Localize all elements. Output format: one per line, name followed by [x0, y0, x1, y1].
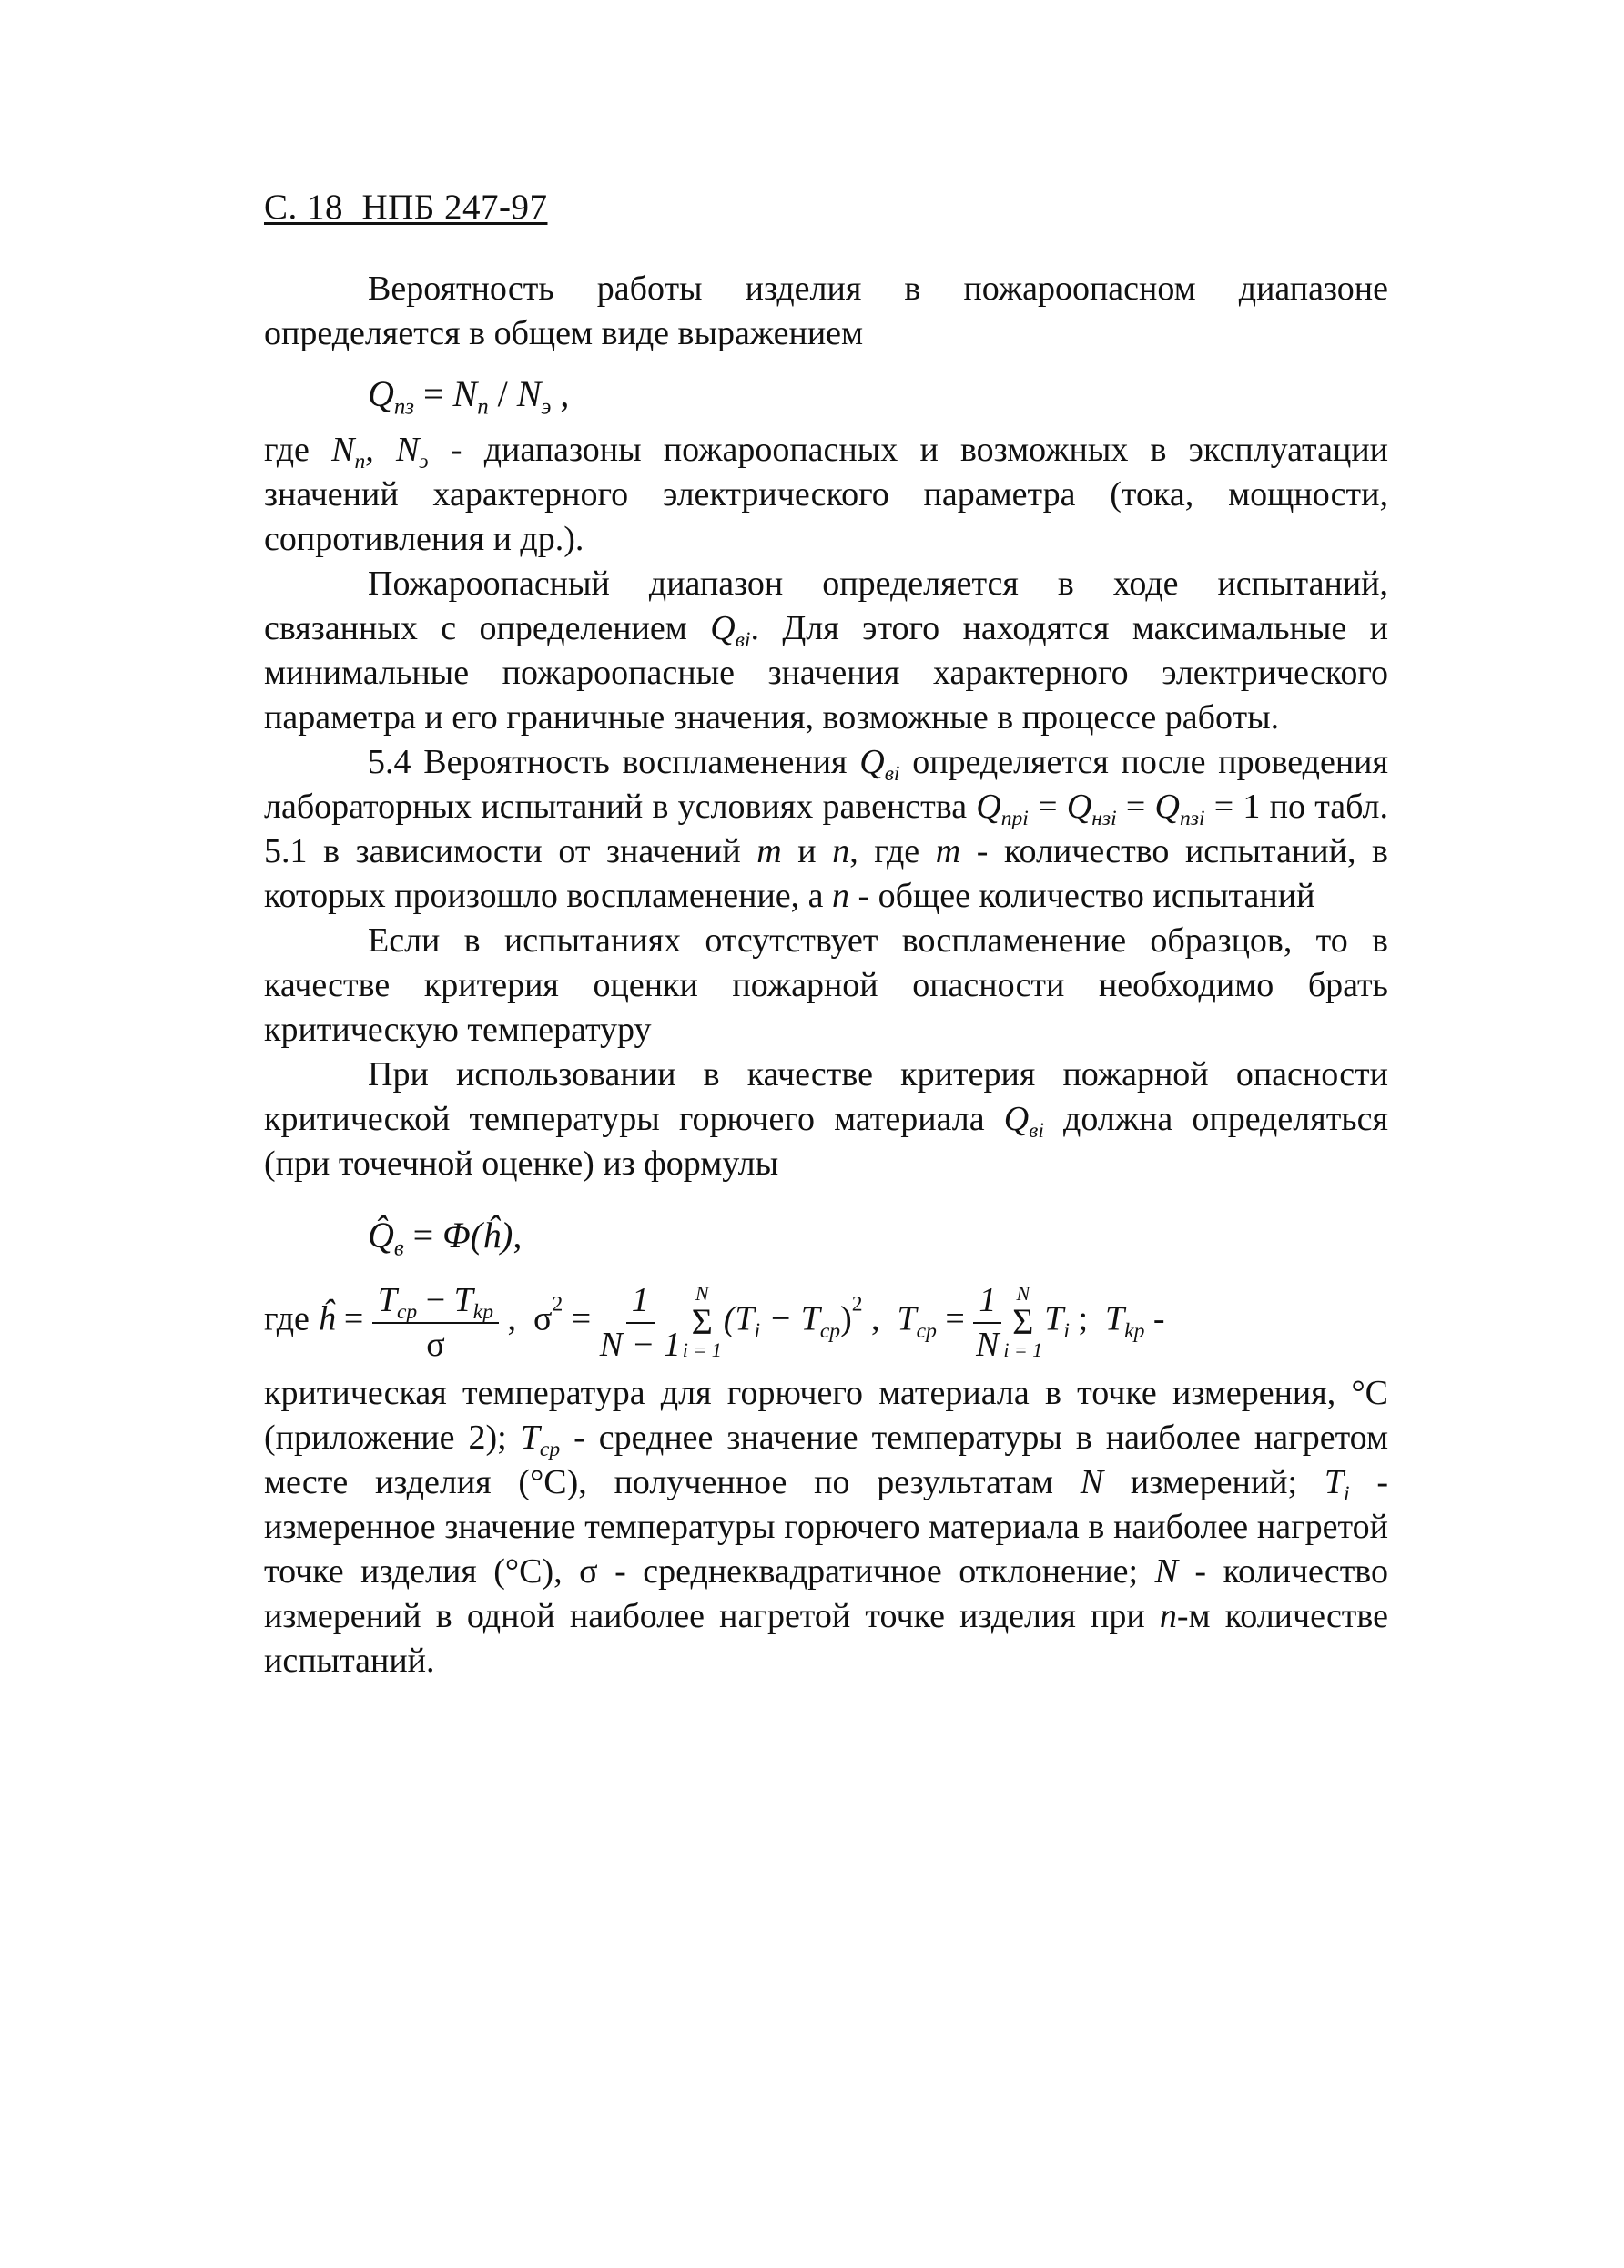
paragraph-5-4: 5.4 Вероятность воспламенения $Q_{вi}$ определяется после проведения лабораторных испытаний в условиях равенства $Q_{прi} = Q_{нзi} = Q_{пзi} = 1$ по табл. 5.1 в зависимости от значений m и n, где m - количество испытаний, в которых произошло воспламенение, а n - общее количество испытаний — [264, 743, 1388, 915]
paragraph-fire-range: Пожароопасный диапазон определяется в ходе испытаний, связанных с определением $Q_{вi}$. Для этого находятся максимальные и минимальные пожароопасные значения характерного электрического параметра и его граничные значения, возможные в процессе работы. — [264, 564, 1388, 737]
fraction-tcp: $\frac{1}{N}$ — [973, 1280, 1001, 1364]
formula-q-hat: $Q̂_в$ = Φ(ĥ), — [368, 1215, 523, 1261]
paragraph-no-ignition: Если в испытаниях отсутствует воспламенение образцов, то в качестве критерия оценки пожарной опасности необходимо брать критическую температуру — [264, 921, 1388, 1049]
page — [264, 187, 1388, 1683]
paragraph-criterion: При использовании в качестве критерия пожарной опасности критической температуры горючего материала $Q_{вi}$ должна определяться (при точечной оценке) из формулы — [264, 1055, 1388, 1183]
formula-q-pz: $Q_{пз} = N_п / N_э$ , — [368, 373, 570, 420]
formula-definitions: где ĥ = $\frac{T_{ср} - T_{kр}}{\sigma}$ , $\sigma^2$ = $\frac{1}{N - 1}$ N Σ i = 1 $(T_i - T_{ср})^2$ , $T_{ср}$ = $\frac{1}{N}$ N Σ i = 1 $T_i$ ; $T_{kр}$ - — [264, 1281, 1165, 1364]
sum-tcp: N Σ i = 1 — [1003, 1282, 1043, 1361]
paragraph-ranges: где $N_п$, $N_э$ - диапазоны пожароопасных и возможных в эксплуатации значений характерного электрического параметра (тока, мощности, сопротивления и др.). — [264, 431, 1389, 558]
paragraph-definitions: критическая температура для горючего материала в точке измерения, °С (приложение 2); $T_{ср}$ - среднее значение температуры в наиболее нагретом месте изделия (°С), полученное по результатам N измерений; $T_i$ - измеренное значение температуры горючего материала в наиболее нагретой точке изделия (°С), σ - среднеквадратичное отклонение; N - количество измерений в одной наиболее нагретой точке изделия при n-м количестве испытаний. — [264, 1374, 1389, 1680]
sum-sigma: N Σ i = 1 — [682, 1282, 722, 1361]
fraction-h: $\frac{T_{ср} - T_{kр}}{\sigma}$ — [372, 1280, 499, 1364]
page-header: С. 18 НПБ 247-97 — [264, 188, 548, 227]
paragraph-probability: Вероятность работы изделия в пожароопасном диапазоне определяется в общем виде выражением — [264, 270, 1388, 352]
fraction-sigma: $\frac{1}{N - 1}$ — [599, 1281, 681, 1364]
